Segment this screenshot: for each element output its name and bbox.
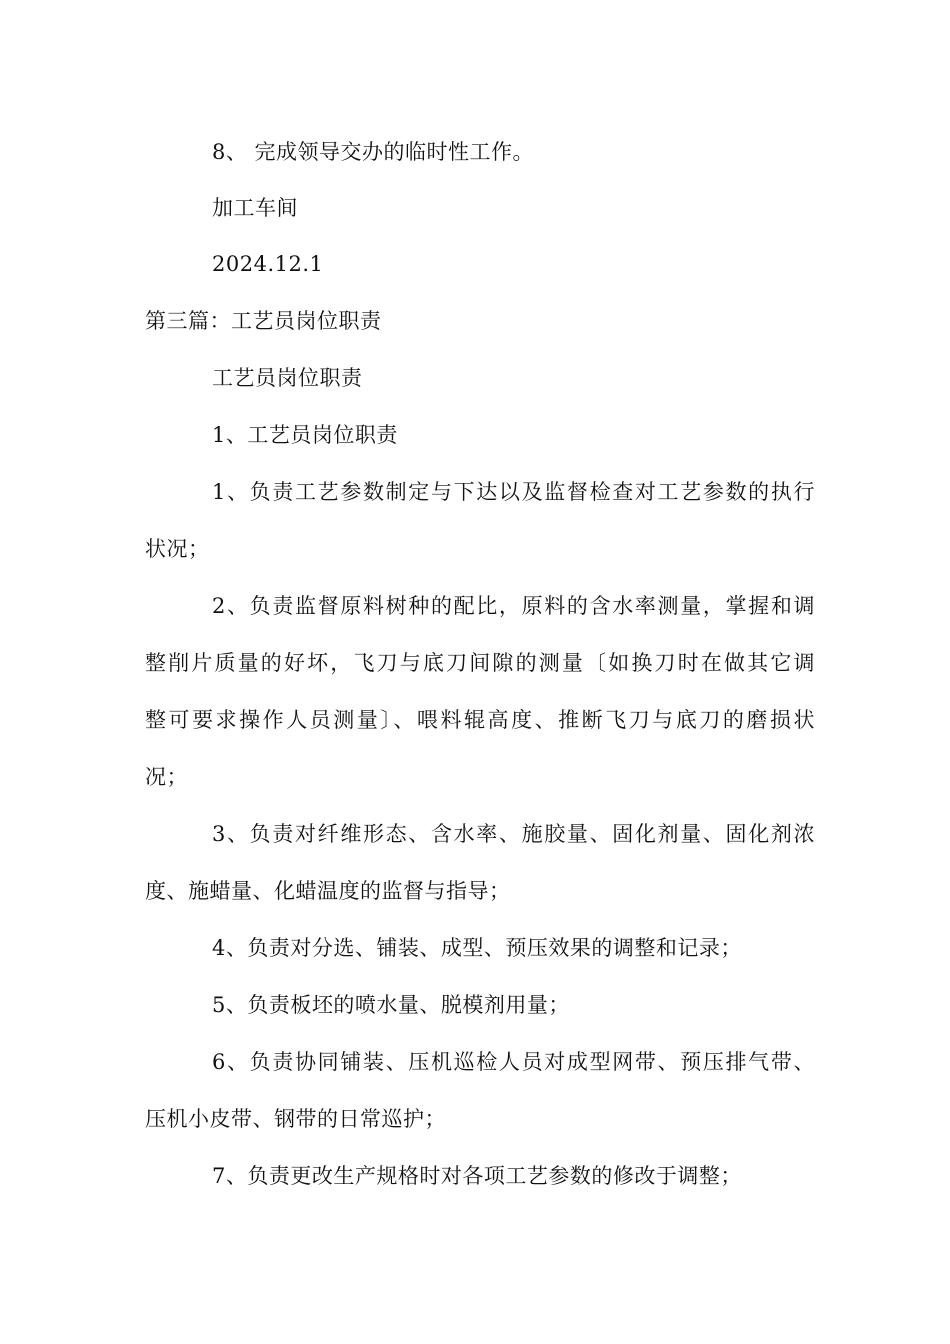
duty-2-line-2: 整削片质量的好坏，飞刀与底刀间隙的测量〔如换刀时在做其它调 — [145, 651, 815, 675]
duty-6-line-2: 压机小皮带、钢带的日常巡护； — [145, 1107, 446, 1131]
duty-2-line-3: 整可要求操作人员测量〕、喂料辊高度、推断飞刀与底刀的磨损状 — [145, 708, 815, 732]
duty-5-line: 5、负责板坯的喷水量、脱模剂用量； — [212, 993, 570, 1017]
duty-2-line-4: 况； — [145, 765, 188, 789]
duty-1-line-2: 状况； — [145, 537, 210, 561]
section-title: 工艺员岗位职责 — [212, 366, 363, 390]
document-date: 2024.12.1 — [212, 252, 324, 276]
duty-1-line-1: 1、负责工艺参数制定与下达以及监督检查对工艺参数的执行 — [212, 480, 815, 504]
section-heading: 第三篇：工艺员岗位职责 — [145, 309, 382, 333]
duty-7-line: 7、负责更改生产规格时对各项工艺参数的修改于调整； — [212, 1164, 742, 1188]
subsection-title: 1、工艺员岗位职责 — [212, 423, 398, 447]
duty-6-line-1: 6、负责协同铺装、压机巡检人员对成型网带、预压排气带、 — [212, 1050, 815, 1074]
duty-2-line-1: 2、负责监督原料树种的配比，原料的含水率测量，掌握和调 — [212, 594, 815, 618]
duty-3-line-1: 3、负责对纤维形态、含水率、施胶量、固化剂量、固化剂浓 — [212, 822, 815, 846]
duty-3-line-2: 度、施蜡量、化蜡温度的监督与指导； — [145, 879, 511, 903]
duty-4-line: 4、负责对分选、铺装、成型、预压效果的调整和记录； — [212, 936, 742, 960]
item-8-line: 8、 完成领导交办的临时性工作。 — [212, 140, 535, 164]
department-name: 加工车间 — [212, 196, 298, 220]
